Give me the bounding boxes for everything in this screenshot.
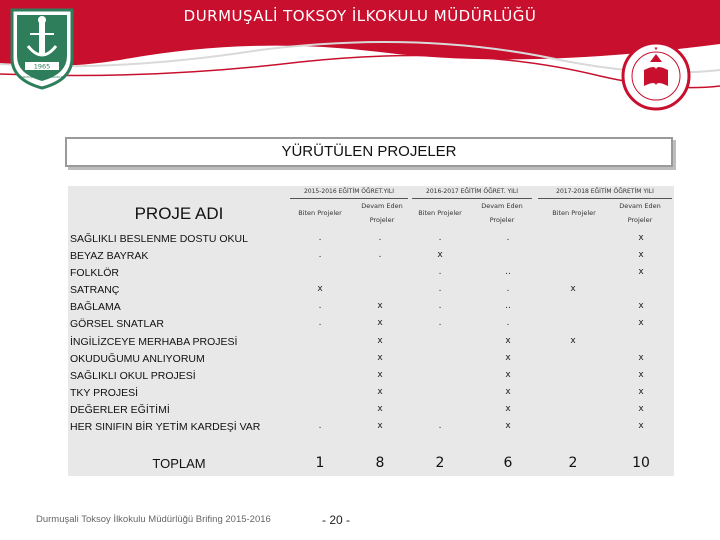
total-2016-completed: 2 [435, 455, 445, 471]
cell-2016-ongoing: . [506, 233, 510, 243]
cell-2017-ongoing: x [638, 386, 644, 397]
cell-2015-completed: . [318, 233, 322, 243]
cell-2015-completed: . [318, 318, 322, 329]
meb-logo-icon [620, 40, 692, 112]
table-row [70, 299, 674, 316]
row-project-name: SAĞLIKLI OKUL PROJESİ [70, 369, 196, 382]
table-row [70, 265, 674, 282]
table-row [70, 248, 674, 265]
table-row [70, 231, 674, 248]
table-row [70, 316, 674, 333]
cell-2015-ongoing: . [378, 250, 382, 261]
cell-2016-completed: . [438, 267, 442, 278]
cell-2016-completed: . [438, 233, 442, 243]
cell-2015-ongoing: x [377, 421, 383, 432]
cell-2016-completed: . [438, 421, 442, 432]
cell-2016-ongoing: .. [505, 267, 511, 278]
row-project-name: BEYAZ BAYRAK [70, 250, 149, 263]
cell-2015-ongoing: x [377, 403, 383, 414]
footer-text: Durmuşali Toksoy İlkokulu Müdürlüğü Brifing 2015-2016 [36, 514, 271, 525]
table-row [70, 385, 674, 402]
total-2017-completed: 2 [568, 455, 578, 471]
cell-2017-ongoing: x [638, 233, 644, 243]
cell-2017-completed: x [570, 284, 576, 295]
cell-2015-ongoing: x [377, 352, 383, 363]
cell-2017-ongoing: x [638, 352, 644, 363]
logo-school-text: DURMUŞALİ TOKSOY İLKOKULU [18, 75, 66, 79]
cell-2017-ongoing: x [638, 318, 644, 329]
cell-2016-completed: x [437, 250, 443, 261]
table-row [70, 368, 674, 385]
sub-header-ongoing-2a: Devam Eden [481, 202, 523, 210]
cell-2015-ongoing: x [377, 335, 383, 346]
cell-2015-completed: . [318, 301, 322, 312]
page-title: DURMUŞALİ TOKSOY İLKOKULU MÜDÜRLÜĞÜ [183, 7, 537, 25]
table-row [70, 282, 674, 299]
section-title-box [65, 137, 673, 167]
sub-header-completed-1: Biten Projeler [298, 209, 342, 217]
row-project-name: BAĞLAMA [70, 301, 121, 314]
cell-2015-ongoing: . [378, 233, 382, 243]
cell-2016-ongoing: x [505, 369, 511, 380]
page-number: - 20 - [322, 513, 351, 527]
table-row [70, 419, 674, 436]
project-name-header: PROJE ADI [134, 204, 224, 223]
table-row [70, 402, 674, 419]
cell-2016-ongoing: x [505, 335, 511, 346]
cell-2015-completed: . [318, 250, 322, 261]
total-2015-ongoing: 8 [375, 455, 385, 471]
cell-2015-ongoing: x [377, 318, 383, 329]
table-body [70, 231, 674, 436]
cell-2016-ongoing: .. [505, 301, 511, 312]
cell-2016-ongoing: . [506, 284, 510, 295]
cell-2016-completed: . [438, 284, 442, 295]
cell-2017-ongoing: x [638, 421, 644, 432]
cell-2016-ongoing: x [505, 403, 511, 414]
total-2016-ongoing: 6 [503, 455, 513, 471]
row-project-name: TKY PROJESİ [70, 386, 139, 399]
cell-2016-completed: . [438, 301, 442, 312]
total-label: TOPLAM [152, 456, 206, 471]
cell-2015-ongoing: x [377, 386, 383, 397]
cell-2016-ongoing: x [505, 352, 511, 363]
cell-2016-ongoing: . [506, 318, 510, 329]
row-project-name: DEĞERLER EĞİTİMİ [70, 403, 170, 416]
row-project-name: GÖRSEL SNATLAR [70, 318, 164, 331]
cell-2015-completed: x [317, 284, 323, 295]
cell-2017-ongoing: x [638, 250, 644, 261]
table-row [70, 351, 674, 368]
cell-2017-ongoing: x [638, 301, 644, 312]
cell-2017-ongoing: x [638, 369, 644, 380]
sub-header-ongoing-1b: Projeler [369, 216, 395, 224]
row-project-name: OKUDUĞUMU ANLIYORUM [70, 352, 205, 365]
sub-header-completed-2: Biten Projeler [418, 209, 462, 217]
cell-2016-ongoing: x [505, 421, 511, 432]
table-row [70, 334, 674, 351]
school-logo [8, 6, 76, 90]
row-project-name: SAĞLIKLI BESLENME DOSTU OKUL [70, 233, 248, 245]
row-project-name: FOLKLÖR [70, 267, 120, 280]
row-project-name: İNGİLİZCEYE MERHABA PROJESİ [70, 335, 238, 348]
sub-header-ongoing-3b: Projeler [627, 216, 653, 224]
logo-year: 1965 [33, 62, 51, 71]
sub-header-ongoing-3a: Devam Eden [619, 202, 661, 210]
cell-2016-completed: . [438, 318, 442, 329]
cell-2016-ongoing: x [505, 386, 511, 397]
year-header-2015: 2015-2016 EĞİTİM ÖĞRET.YILI [290, 186, 408, 199]
cell-2015-completed: . [318, 421, 322, 432]
row-project-name: HER SINIFIN BİR YETİM KARDEŞİ VAR [70, 421, 261, 434]
cell-2015-ongoing: x [377, 369, 383, 380]
row-project-name: SATRANÇ [70, 284, 120, 297]
year-header-2016: 2016-2017 EĞİTİM ÖĞRET. YILI [412, 186, 532, 199]
cell-2015-ongoing: x [377, 301, 383, 312]
total-2015-completed: 1 [315, 455, 325, 471]
cell-2017-ongoing: x [638, 403, 644, 414]
cell-2017-completed: x [570, 335, 576, 346]
section-title: YÜRÜTÜLEN PROJELER [281, 143, 457, 160]
sub-header-ongoing-1a: Devam Eden [361, 202, 403, 210]
sub-header-completed-3: Biten Projeler [552, 209, 596, 217]
cell-2017-ongoing: x [638, 267, 644, 278]
year-header-2017: 2017-2018 EĞİTİM ÖĞRETİM YILI [538, 186, 672, 199]
svg-text:★: ★ [653, 46, 659, 52]
sub-header-ongoing-2b: Projeler [489, 216, 515, 224]
total-2017-ongoing: 10 [632, 455, 650, 471]
